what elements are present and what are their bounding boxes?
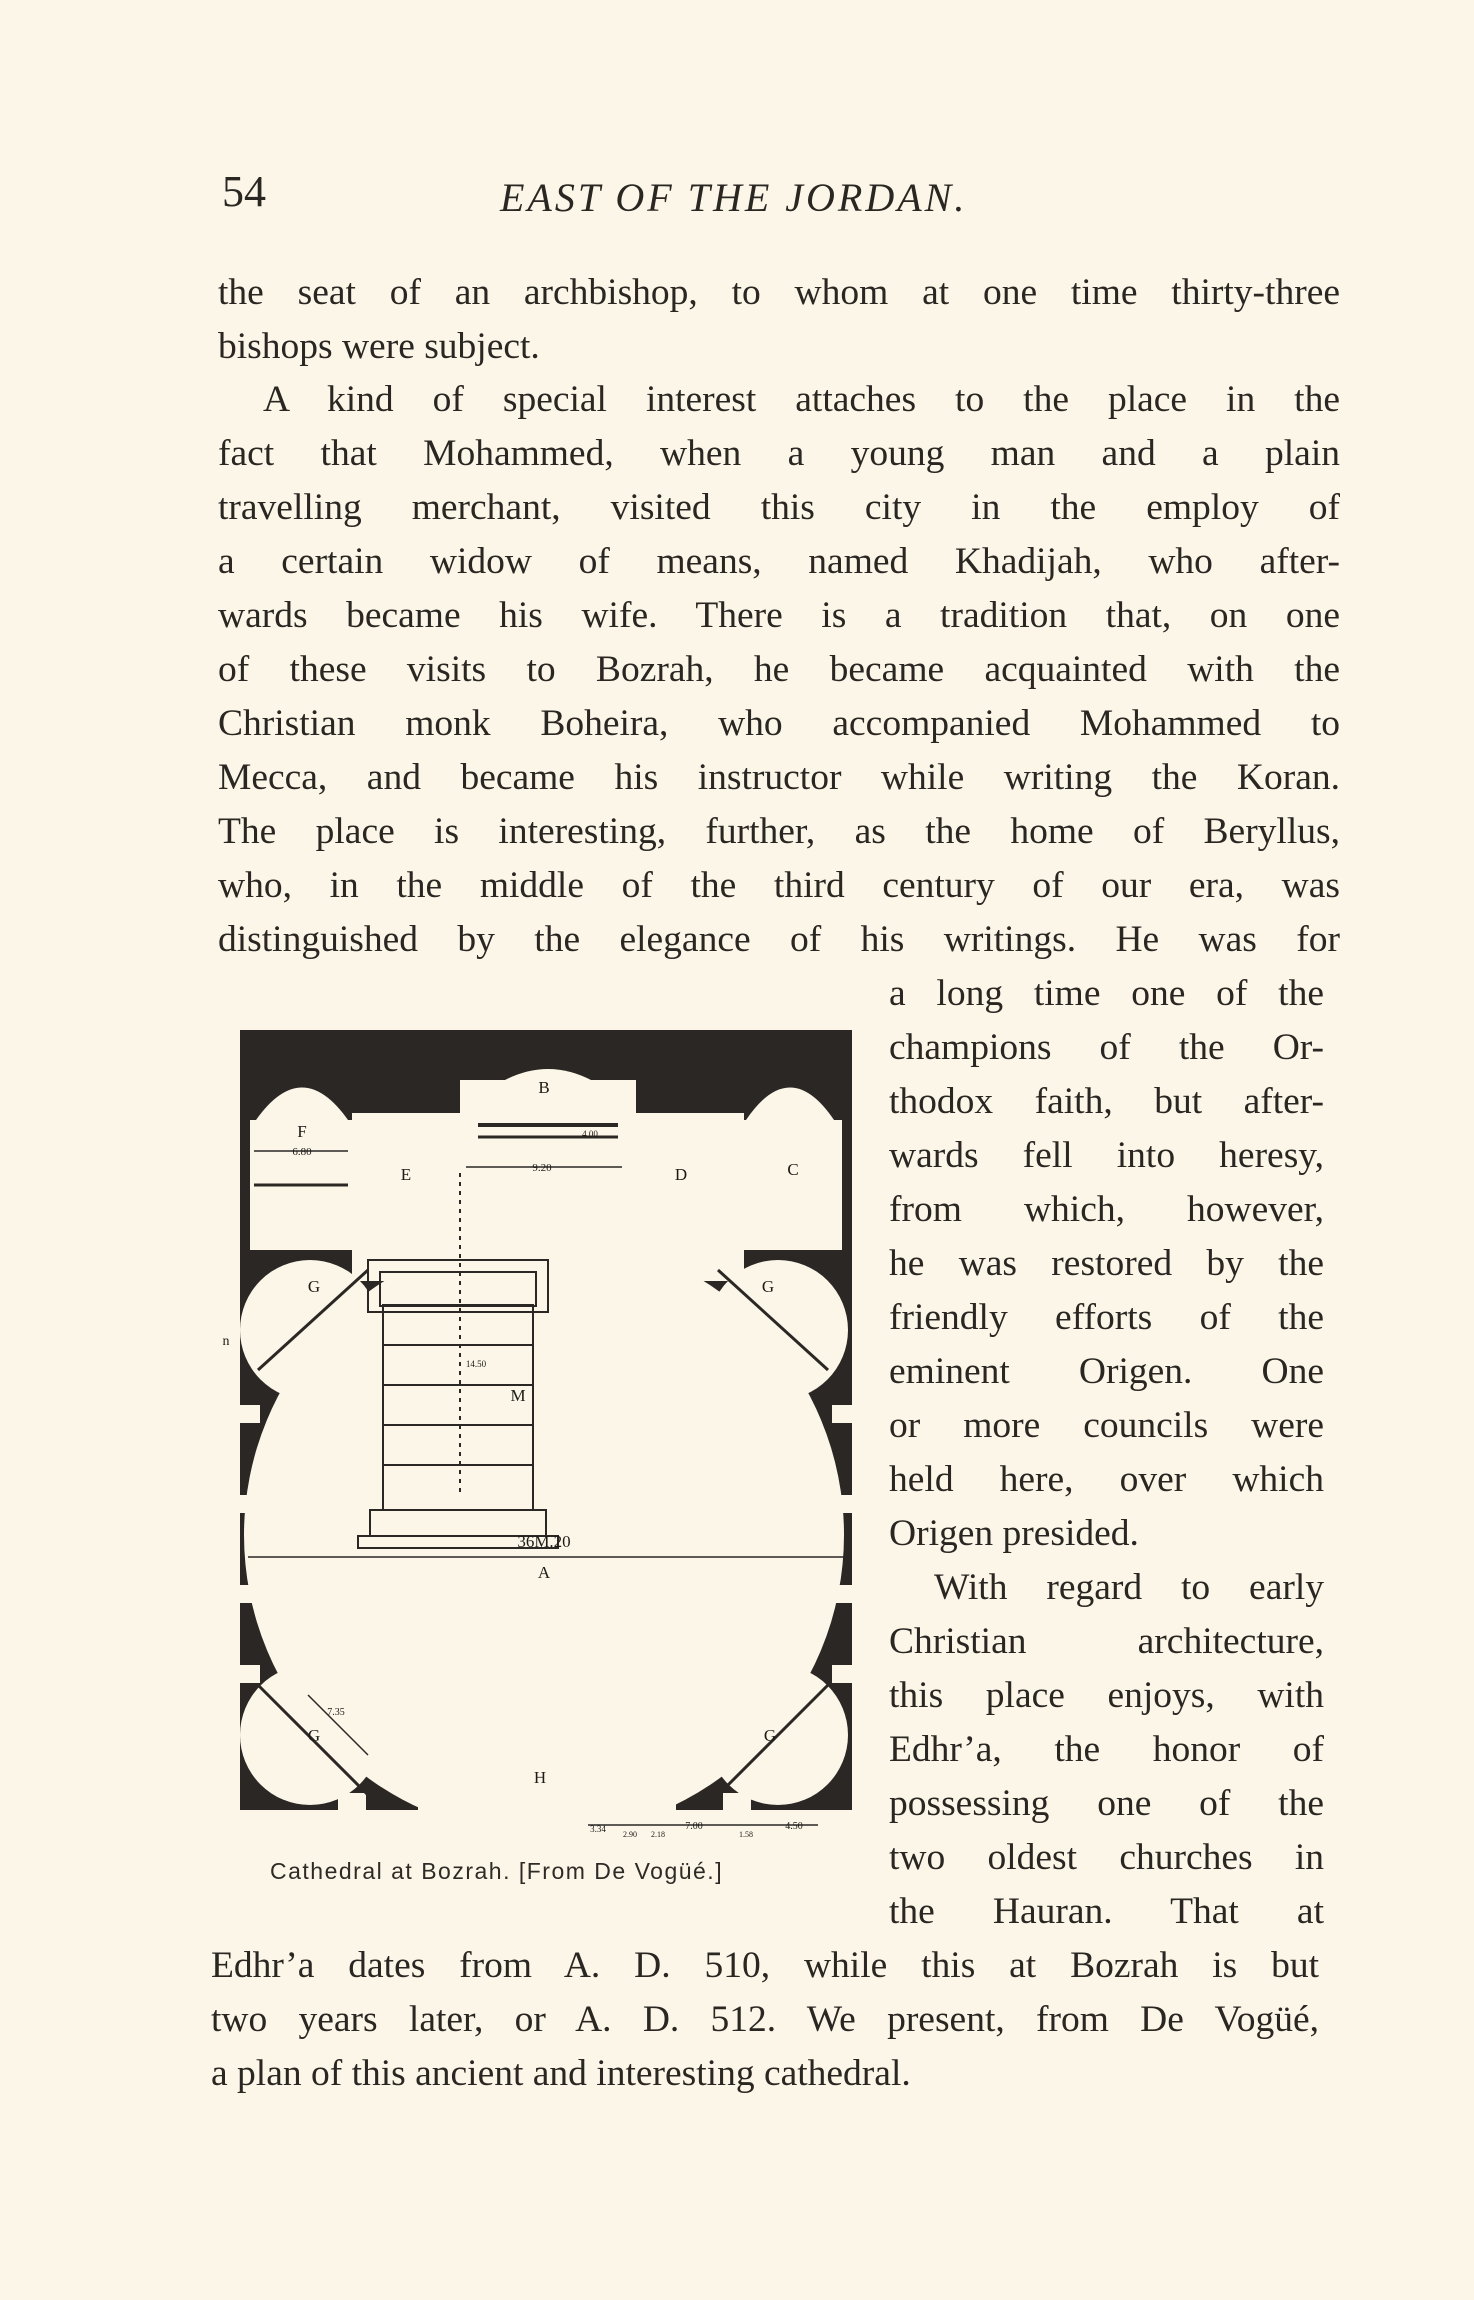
- text-line: from which, however,: [889, 1189, 1324, 1230]
- paragraph-1: [218, 266, 1340, 374]
- dim-bottom-seg-4: 7.00: [685, 1821, 703, 1832]
- dim-bottom-seg-2: 2.90: [623, 1830, 637, 1839]
- dim-bottom-seg-5: 1.58: [739, 1830, 753, 1839]
- dim-bottom-seg-6: 4.50: [785, 1821, 803, 1832]
- text-line: two oldest churches in: [889, 1837, 1324, 1878]
- dim-bottom-seg-1: 3.34: [590, 1824, 606, 1834]
- text-line: wards became his wife. There is a tradition that, on one: [218, 595, 1340, 636]
- text-line: he was restored by the: [889, 1243, 1324, 1284]
- dim-corner-diagonal: 7.35: [327, 1707, 345, 1718]
- label-room-f: F: [297, 1122, 307, 1141]
- text-line: possessing one of the: [889, 1783, 1324, 1824]
- cathedral-plan: [218, 1025, 858, 1845]
- text-line: of these visits to Bozrah, he became acquainted with the: [218, 649, 1340, 690]
- label-room-d: D: [674, 1165, 688, 1184]
- dim-apse-depth: 4.00: [582, 1129, 598, 1139]
- text-line: the seat of an archbishop, to whom at one time thirty-three: [218, 272, 1340, 313]
- text-line: bishops were subject.: [218, 326, 540, 367]
- text-line: fact that Mohammed, when a young man and a plain: [218, 433, 1340, 474]
- label-room-c: C: [787, 1160, 799, 1179]
- label-room-b: B: [538, 1078, 550, 1097]
- paragraph-3-full: [211, 1939, 1319, 2101]
- text-line: Edhr’a, the honor of: [889, 1729, 1324, 1770]
- running-title: EAST OF THE JORDAN.: [500, 175, 968, 220]
- dim-bottom-seg-3: 2.18: [651, 1830, 665, 1839]
- text-line: Origen presided.: [889, 1513, 1139, 1554]
- text-line: a certain widow of means, named Khadijah, who after-: [218, 541, 1340, 582]
- text-line: two years later, or A. D. 512. We present, from De Vogüé,: [211, 1999, 1319, 2040]
- text-line: a plan of this ancient and interesting cathedral.: [211, 2053, 911, 2094]
- figure-caption: Cathedral at Bozrah. [From De Vogüé.]: [270, 1858, 724, 1884]
- label-room-g-bottom-right: G: [763, 1726, 777, 1745]
- text-line: The place is interesting, further, as the home of Beryllus,: [218, 811, 1340, 852]
- text-line: Christian architecture,: [889, 1621, 1324, 1662]
- text-line: Mecca, and became his instructor while writing the Koran.: [218, 757, 1340, 798]
- text-line: With regard to early: [934, 1567, 1324, 1608]
- text-line: champions of the Or-: [889, 1027, 1324, 1068]
- text-line: thodox faith, but after-: [889, 1081, 1324, 1122]
- label-room-g-top-left: G: [307, 1277, 321, 1296]
- paragraph-2-side: [889, 967, 1324, 1561]
- text-line: who, in the middle of the third century of our era, was: [218, 865, 1340, 906]
- label-room-e: E: [400, 1165, 412, 1184]
- text-line: the Hauran. That at: [889, 1891, 1324, 1932]
- text-line: this place enjoys, with: [889, 1675, 1324, 1716]
- side-mark: n: [222, 1334, 230, 1349]
- label-room-m: M: [510, 1386, 526, 1405]
- cathedral-plan-figure: [218, 1025, 858, 1845]
- text-line: A kind of special interest attaches to the place in the: [263, 379, 1340, 420]
- text-line: held here, over which: [889, 1459, 1324, 1500]
- dim-room-f-width: 6.80: [292, 1146, 312, 1158]
- text-line: Edhr’a dates from A. D. 510, while this at Bozrah is but: [211, 1945, 1319, 1986]
- dim-apse-width: 9.20: [532, 1162, 552, 1174]
- text-line: friendly efforts of the: [889, 1297, 1324, 1338]
- text-line: Christian monk Boheira, who accompanied Mohammed to: [218, 703, 1340, 744]
- page-number: 54: [222, 167, 266, 216]
- label-room-g-top-right: G: [761, 1277, 775, 1296]
- text-line: distinguished by the elegance of his writings. He was for: [218, 919, 1340, 960]
- text-line: a long time one of the: [889, 973, 1324, 1014]
- text-line: eminent Origen. One: [889, 1351, 1324, 1392]
- label-room-g-bottom-left: G: [307, 1726, 321, 1745]
- label-room-a: A: [537, 1563, 551, 1582]
- paragraph-3-side: [889, 1561, 1324, 1939]
- text-line: or more councils were: [889, 1405, 1324, 1446]
- text-line: wards fell into heresy,: [889, 1135, 1324, 1176]
- label-room-h: H: [533, 1768, 547, 1787]
- label-room-a-dim: 36M.20: [517, 1532, 571, 1551]
- dim-chancel-depth: 14.50: [465, 1359, 487, 1369]
- paragraph-2: [218, 373, 1340, 967]
- text-line: travelling merchant, visited this city in the employ of: [218, 487, 1340, 528]
